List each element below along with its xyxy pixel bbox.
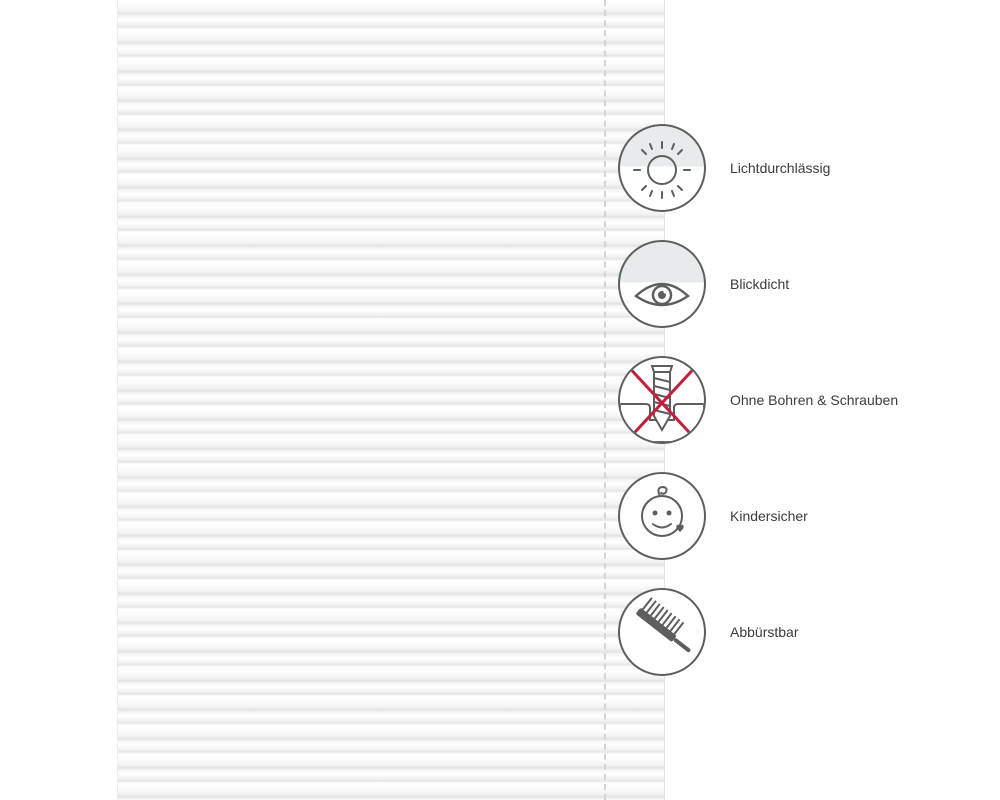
pleated-blind-image (117, 0, 665, 800)
feature-label: Blickdicht (730, 276, 790, 292)
feature-label: Kindersicher (730, 508, 808, 524)
feature-ohne-bohren (618, 354, 978, 446)
eye-icon (618, 240, 706, 328)
feature-label: Abbürstbar (730, 624, 799, 640)
sun-icon (618, 124, 706, 212)
feature-label: Lichtdurchlässig (730, 160, 831, 176)
feature-label: Ohne Bohren & Schrauben (730, 392, 899, 408)
feature-lichtdurchlaessig (618, 122, 978, 214)
no-screw-icon (618, 356, 706, 444)
brush-icon (618, 588, 706, 676)
blind-tension-cord (604, 0, 606, 800)
feature-abbuerstbar (618, 586, 978, 678)
baby-face-icon (618, 472, 706, 560)
feature-kindersicher (618, 470, 978, 562)
feature-blickdicht (618, 238, 978, 330)
